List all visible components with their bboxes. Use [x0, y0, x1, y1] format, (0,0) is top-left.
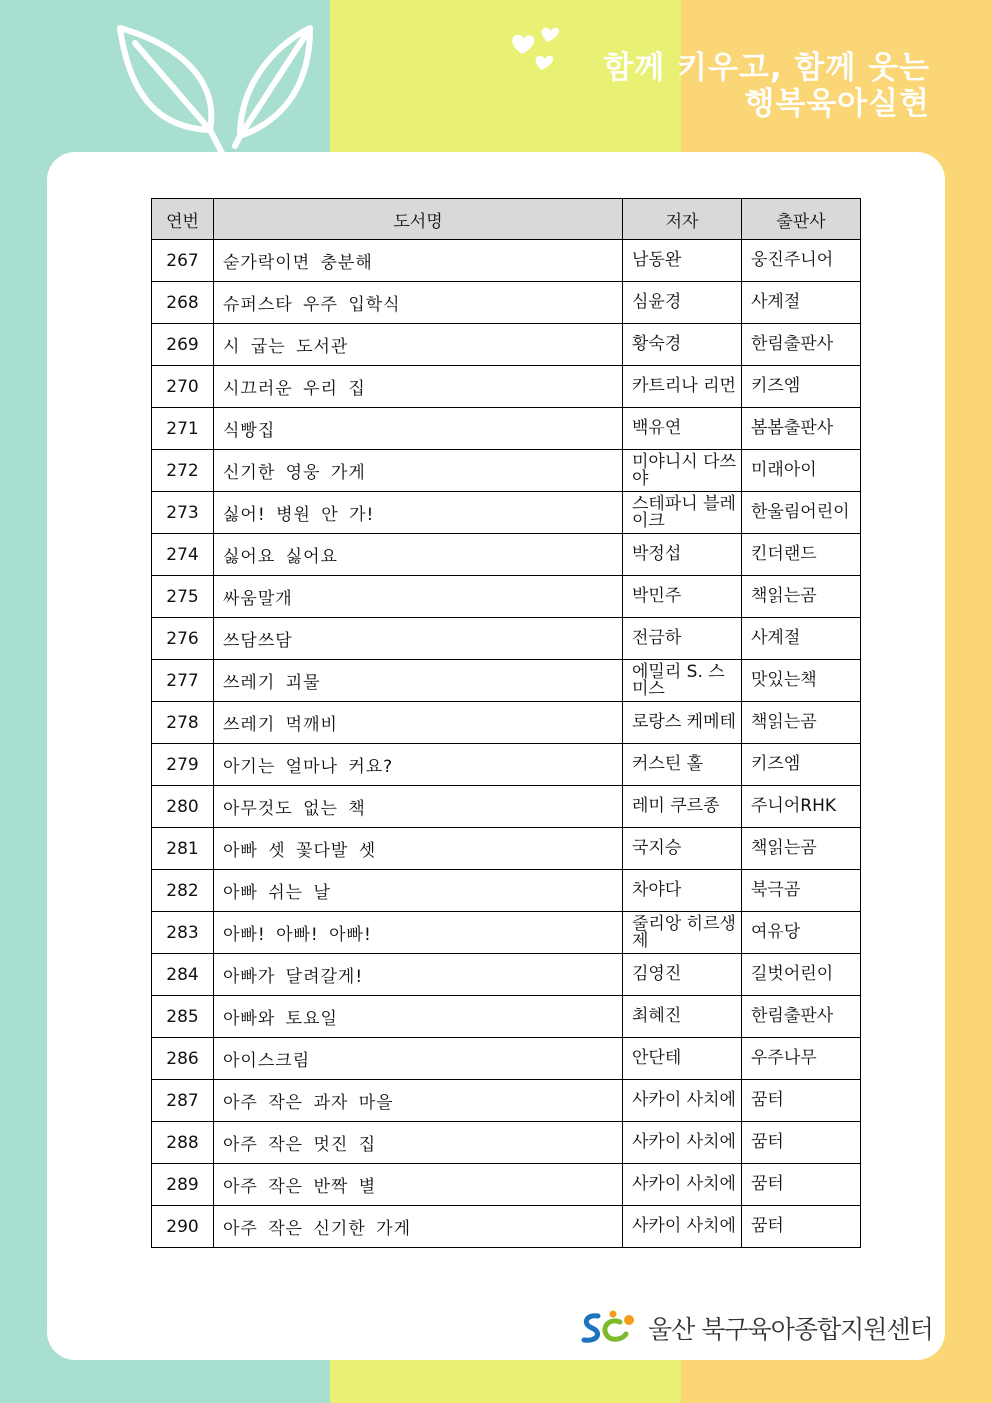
- table-row: [152, 660, 861, 702]
- book-title: 쓰레기 먹깨비: [214, 702, 623, 744]
- book-publisher: 우주나무: [742, 1038, 861, 1080]
- table-row: [152, 1164, 861, 1206]
- leaf-outline-icon: [110, 18, 330, 158]
- book-publisher: 웅진주니어: [742, 240, 861, 282]
- book-publisher: 꿈터: [742, 1080, 861, 1122]
- book-author: 사카이 사치에: [623, 1122, 742, 1164]
- book-author: 최혜진: [623, 996, 742, 1038]
- book-list-table: [151, 198, 861, 1248]
- book-author: 남동완: [623, 240, 742, 282]
- book-author: 카트리나 리먼: [623, 366, 742, 408]
- row-number: 267: [152, 240, 214, 282]
- table-row: [152, 492, 861, 534]
- book-title: 아빠! 아빠! 아빠!: [214, 912, 623, 954]
- book-author: 스테파니 블레이크: [623, 492, 742, 534]
- table-row: [152, 702, 861, 744]
- row-number: 268: [152, 282, 214, 324]
- book-title: 쓰담쓰담: [214, 618, 623, 660]
- row-number: 285: [152, 996, 214, 1038]
- row-number: 270: [152, 366, 214, 408]
- book-publisher: 킨더랜드: [742, 534, 861, 576]
- org-logo-icon: [580, 1308, 640, 1348]
- book-title: 싫어요 싫어요: [214, 534, 623, 576]
- book-publisher: 책읽는곰: [742, 702, 861, 744]
- book-publisher: 키즈엠: [742, 744, 861, 786]
- book-publisher: 꿈터: [742, 1122, 861, 1164]
- row-number: 286: [152, 1038, 214, 1080]
- book-author: 안단테: [623, 1038, 742, 1080]
- book-title: 아주 작은 신기한 가게: [214, 1206, 623, 1248]
- book-publisher: 북극곰: [742, 870, 861, 912]
- book-title: 아빠 쉬는 날: [214, 870, 623, 912]
- book-author: 백유연: [623, 408, 742, 450]
- table-row: [152, 828, 861, 870]
- book-publisher: 꿈터: [742, 1164, 861, 1206]
- row-number: 282: [152, 870, 214, 912]
- book-publisher: 주니어RHK: [742, 786, 861, 828]
- table-row: [152, 240, 861, 282]
- book-title: 싫어! 병원 안 가!: [214, 492, 623, 534]
- heart-icon: [508, 24, 572, 72]
- row-number: 272: [152, 450, 214, 492]
- table-row: [152, 912, 861, 954]
- book-author: 사카이 사치에: [623, 1080, 742, 1122]
- book-author: 황숙경: [623, 324, 742, 366]
- row-number: 279: [152, 744, 214, 786]
- book-publisher: 책읽는곰: [742, 576, 861, 618]
- row-number: 280: [152, 786, 214, 828]
- book-title: 아빠와 토요일: [214, 996, 623, 1038]
- table-row: [152, 324, 861, 366]
- row-number: 281: [152, 828, 214, 870]
- book-publisher: 미래아이: [742, 450, 861, 492]
- row-number: 289: [152, 1164, 214, 1206]
- book-title: 아주 작은 멋진 집: [214, 1122, 623, 1164]
- book-author: 로랑스 케메테: [623, 702, 742, 744]
- column-header-number: 연번: [152, 199, 214, 240]
- table-row: [152, 1080, 861, 1122]
- book-publisher: 길벗어린이: [742, 954, 861, 996]
- book-title: 신기한 영웅 가게: [214, 450, 623, 492]
- row-number: 290: [152, 1206, 214, 1248]
- book-author: 레미 쿠르종: [623, 786, 742, 828]
- table-row: [152, 366, 861, 408]
- book-title: 아빠가 달려갈게!: [214, 954, 623, 996]
- book-author: 사카이 사치에: [623, 1206, 742, 1248]
- row-number: 277: [152, 660, 214, 702]
- book-author: 에밀리 S. 스미스: [623, 660, 742, 702]
- table-row: [152, 282, 861, 324]
- book-publisher: 사계절: [742, 282, 861, 324]
- book-publisher: 봄봄출판사: [742, 408, 861, 450]
- table-row: [152, 1122, 861, 1164]
- book-publisher: 한림출판사: [742, 324, 861, 366]
- book-author: 사카이 사치에: [623, 1164, 742, 1206]
- row-number: 284: [152, 954, 214, 996]
- book-title: 쓰레기 괴물: [214, 660, 623, 702]
- row-number: 271: [152, 408, 214, 450]
- table-body: [152, 240, 861, 1248]
- table-row: [152, 996, 861, 1038]
- book-publisher: 키즈엠: [742, 366, 861, 408]
- book-title: 아빠 셋 꽃다발 셋: [214, 828, 623, 870]
- org-name: 울산 북구육아종합지원센터: [648, 1315, 933, 1344]
- row-number: 283: [152, 912, 214, 954]
- book-title: 싸움말개: [214, 576, 623, 618]
- table-row: [152, 870, 861, 912]
- book-author: 박정섭: [623, 534, 742, 576]
- book-author: 미야니시 다쓰야: [623, 450, 742, 492]
- row-number: 287: [152, 1080, 214, 1122]
- slogan-line-1: 함께 키우고, 함께 웃는: [603, 50, 930, 86]
- book-title: 아이스크림: [214, 1038, 623, 1080]
- row-number: 274: [152, 534, 214, 576]
- book-author: 커스틴 홀: [623, 744, 742, 786]
- table-row: [152, 1206, 861, 1248]
- book-publisher: 한림출판사: [742, 996, 861, 1038]
- book-author: 박민주: [623, 576, 742, 618]
- table-row: [152, 1038, 861, 1080]
- book-title: 아기는 얼마나 커요?: [214, 744, 623, 786]
- book-author: 심윤경: [623, 282, 742, 324]
- book-publisher: 여유당: [742, 912, 861, 954]
- book-author: 김영진: [623, 954, 742, 996]
- row-number: 276: [152, 618, 214, 660]
- book-title: 아주 작은 과자 마을: [214, 1080, 623, 1122]
- book-publisher: 한울림어린이: [742, 492, 861, 534]
- row-number: 278: [152, 702, 214, 744]
- book-publisher: 맛있는책: [742, 660, 861, 702]
- book-title: 아무것도 없는 책: [214, 786, 623, 828]
- column-header-publisher: 출판사: [742, 199, 861, 240]
- book-author: 줄리앙 히르생제: [623, 912, 742, 954]
- book-author: 국지승: [623, 828, 742, 870]
- table-row: [152, 786, 861, 828]
- row-number: 269: [152, 324, 214, 366]
- table-row: [152, 954, 861, 996]
- table-row: [152, 618, 861, 660]
- book-title: 아주 작은 반짝 별: [214, 1164, 623, 1206]
- column-header-title: 도서명: [214, 199, 623, 240]
- row-number: 275: [152, 576, 214, 618]
- book-title: 식빵집: [214, 408, 623, 450]
- table-row: [152, 408, 861, 450]
- book-title: 슈퍼스타 우주 입학식: [214, 282, 623, 324]
- table-header-row: [152, 199, 861, 240]
- book-title: 숟가락이면 충분해: [214, 240, 623, 282]
- book-title: 시 굽는 도서관: [214, 324, 623, 366]
- slogan: [603, 50, 930, 122]
- row-number: 288: [152, 1122, 214, 1164]
- table-row: [152, 744, 861, 786]
- book-publisher: 책읽는곰: [742, 828, 861, 870]
- table-row: [152, 576, 861, 618]
- book-author: 전금하: [623, 618, 742, 660]
- table-row: [152, 534, 861, 576]
- column-header-author: 저자: [623, 199, 742, 240]
- table-row: [152, 450, 861, 492]
- book-publisher: 사계절: [742, 618, 861, 660]
- book-author: 차야다: [623, 870, 742, 912]
- book-title: 시끄러운 우리 집: [214, 366, 623, 408]
- book-publisher: 꿈터: [742, 1206, 861, 1248]
- slogan-line-2: 행복육아실현: [744, 86, 930, 122]
- row-number: 273: [152, 492, 214, 534]
